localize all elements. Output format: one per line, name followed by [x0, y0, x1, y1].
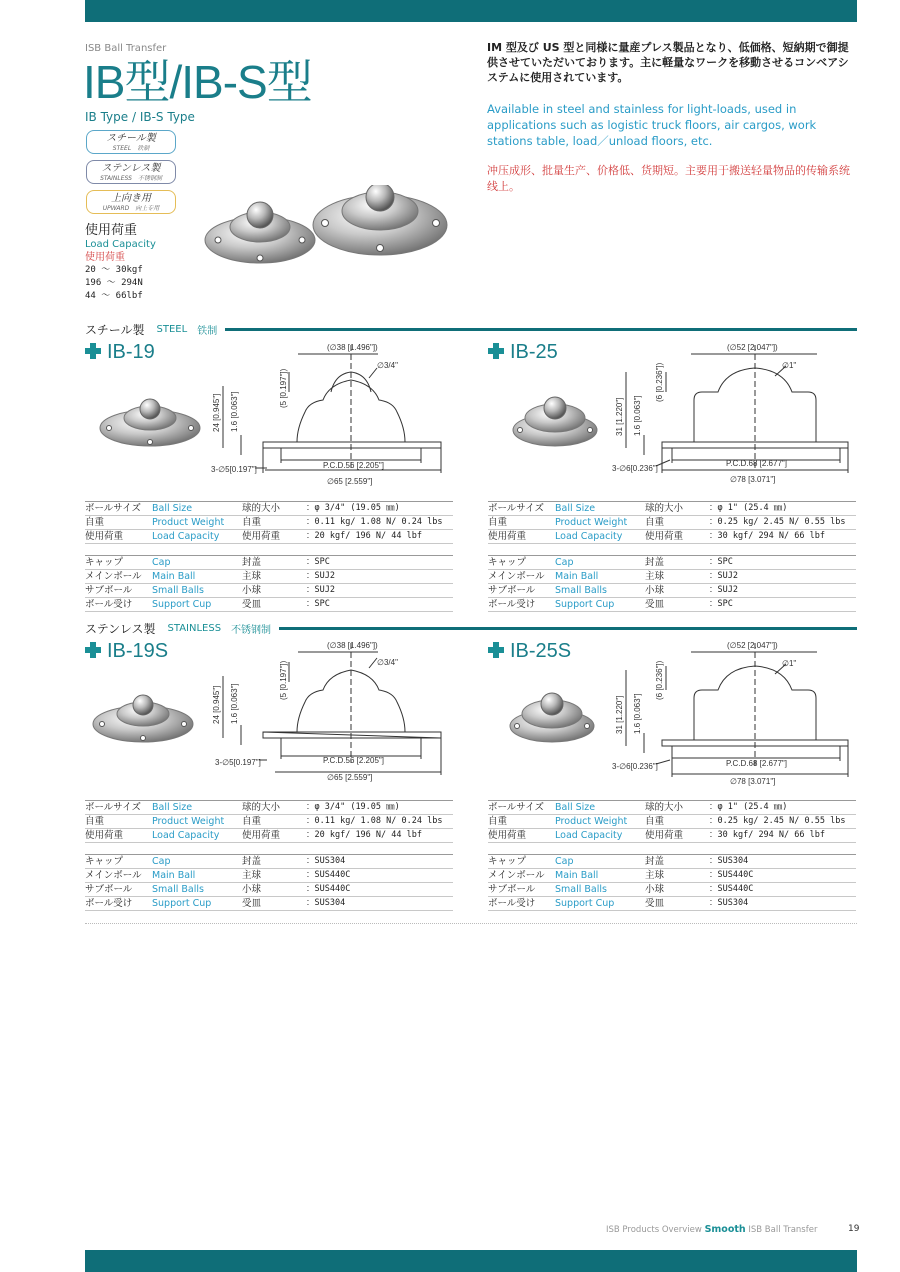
table-row: [85, 530, 453, 544]
row-label-cn: 小球: [242, 883, 306, 897]
row-label-cn: 小球: [645, 883, 709, 897]
dim-outer-diameter: ∅65 [2.559"]: [327, 477, 373, 486]
dim-pcd: P.C.D.68 [2.677"]: [726, 759, 787, 768]
dim-total-height: 31 [1.220"]: [615, 695, 624, 734]
row-label-jp: メインボール: [85, 570, 152, 584]
row-label-cn: 主球: [645, 869, 709, 883]
plus-icon: [85, 642, 101, 658]
table-row: [488, 516, 856, 530]
dim-hole: 3-∅5[0.197"]: [211, 465, 257, 474]
row-label-cn: 球的大小: [242, 502, 306, 516]
row-label-cn: 球的大小: [645, 502, 709, 516]
row-label-cn: 受皿: [645, 897, 709, 911]
dim-flange-thickness: 1.6 [0.063"]: [633, 693, 642, 734]
dim-ball-diameter: ∅1": [782, 361, 797, 370]
page-subtitle: IB Type / IB-S Type: [85, 110, 195, 124]
dim-outer-diameter: ∅78 [3.071"]: [730, 475, 776, 484]
row-label-jp: 自重: [488, 516, 555, 530]
dim-ball-diameter: ∅3/4": [377, 658, 398, 667]
upward-badge-jp: 上向き用: [111, 193, 151, 204]
row-value: ：SUS304: [709, 855, 856, 869]
dim-outer-diameter: ∅78 [3.071"]: [730, 777, 776, 786]
row-value: ：SUS440C: [306, 869, 453, 883]
spec-table-ib25s: [488, 800, 856, 843]
table-row: [85, 897, 453, 911]
dim-pcd: P.C.D.56 [2.205"]: [323, 461, 384, 470]
dim-cap-height: (5 [0.197"]): [279, 368, 288, 408]
table-row: [488, 570, 856, 584]
dim-top-diameter: (∅52 [2.047"]): [727, 343, 778, 352]
row-label-en: Product Weight: [555, 815, 645, 829]
model-name: IB-19S: [107, 640, 169, 662]
dim-flange-thickness: 1.6 [0.063"]: [230, 683, 239, 724]
row-value: ：φ 3/4" (19.05 ㎜): [306, 502, 453, 516]
row-label-cn: 封盖: [242, 556, 306, 570]
row-label-jp: ボールサイズ: [85, 801, 152, 815]
row-value: ：SUS440C: [306, 883, 453, 897]
table-row: [85, 502, 453, 516]
footer-smooth: Smooth: [704, 1224, 746, 1235]
stainless-section-header: [85, 621, 857, 635]
table-row: [85, 869, 453, 883]
row-value: ：SPC: [306, 598, 453, 612]
row-label-cn: 封盖: [645, 855, 709, 869]
table-row: [488, 815, 856, 829]
row-label-cn: 主球: [242, 869, 306, 883]
load-value-lbf: 44 ～ 66lbf: [85, 291, 143, 301]
stainless-badge: [86, 160, 176, 184]
dim-pcd: P.C.D.68 [2.677"]: [726, 459, 787, 468]
section-divider: [85, 923, 857, 924]
model-name: IB-25: [510, 341, 558, 363]
table-row: [85, 598, 453, 612]
row-label-cn: 受皿: [645, 598, 709, 612]
row-label-en: Ball Size: [152, 502, 242, 516]
drawing-ib19: [205, 340, 450, 490]
row-label-jp: メインボール: [85, 869, 152, 883]
table-row: [85, 584, 453, 598]
table-row: [85, 815, 453, 829]
row-value: ：φ 1" (25.4 ㎜): [709, 801, 856, 815]
row-label-cn: 主球: [242, 570, 306, 584]
upward-badge-en: UPWARD 向上专用: [102, 205, 160, 212]
dim-total-height: 24 [0.945"]: [212, 393, 221, 432]
table-row: [488, 869, 856, 883]
table-row: [488, 502, 856, 516]
row-label-en: Main Ball: [555, 570, 645, 584]
table-row: [488, 598, 856, 612]
plus-icon: [488, 642, 504, 658]
row-value: ：SPC: [306, 556, 453, 570]
product-photo-ib19s: [88, 686, 198, 746]
row-label-cn: 自重: [242, 516, 306, 530]
model-title-ib19s: [85, 640, 168, 663]
row-label-jp: ボール受け: [488, 598, 555, 612]
row-label-cn: 使用荷重: [645, 530, 709, 544]
row-value: ：30 kgf/ 294 N/ 66 lbf: [709, 829, 856, 843]
model-title-ib25s: [488, 640, 571, 663]
load-title-cn: 使用荷重: [85, 252, 125, 263]
table-row: [85, 829, 453, 843]
dim-total-height: 31 [1.220"]: [615, 397, 624, 436]
row-label-en: Cap: [555, 556, 645, 570]
row-value: ：20 kgf/ 196 N/ 44 lbf: [306, 530, 453, 544]
row-label-en: Load Capacity: [152, 530, 242, 544]
dim-cap-height: (6 [0.236"]): [655, 660, 664, 700]
drawing-ib25: [610, 340, 858, 490]
row-label-cn: 受皿: [242, 598, 306, 612]
steel-badge: [86, 130, 176, 154]
row-value: ：SPC: [709, 556, 856, 570]
row-label-en: Product Weight: [152, 516, 242, 530]
row-label-en: Support Cup: [555, 897, 645, 911]
row-value: ：SUJ2: [306, 584, 453, 598]
brand-label: ISB Ball Transfer: [85, 43, 167, 54]
material-table-ib19s: [85, 854, 453, 911]
row-label-cn: 自重: [645, 815, 709, 829]
row-label-jp: ボール受け: [488, 897, 555, 911]
row-label-en: Load Capacity: [152, 829, 242, 843]
dim-ball-diameter: ∅3/4": [377, 361, 398, 370]
dim-total-height: 24 [0.945"]: [212, 685, 221, 724]
section-rule: [279, 627, 857, 630]
model-title-ib25: [488, 341, 558, 364]
row-label-jp: キャップ: [488, 556, 555, 570]
model-title-ib19: [85, 341, 155, 364]
table-row: [488, 530, 856, 544]
dim-cap-height: (5 [0.197"]): [279, 660, 288, 700]
material-table-ib19: [85, 555, 453, 612]
row-value: ：SUJ2: [306, 570, 453, 584]
drawing-ib19s: [205, 638, 450, 788]
footer-left: ISB Products Overview: [606, 1225, 702, 1235]
table-row: [85, 516, 453, 530]
row-label-en: Ball Size: [555, 801, 645, 815]
plus-icon: [85, 343, 101, 359]
table-row: [488, 829, 856, 843]
steel-section-en: STEEL: [156, 323, 188, 335]
row-value: ：SUS440C: [709, 883, 856, 897]
row-label-cn: 封盖: [242, 855, 306, 869]
row-label-jp: 自重: [488, 815, 555, 829]
row-label-en: Ball Size: [152, 801, 242, 815]
row-label-en: Small Balls: [152, 883, 242, 897]
spec-table-ib19: [85, 501, 453, 544]
table-row: [85, 556, 453, 570]
row-label-cn: 主球: [645, 570, 709, 584]
row-value: ：SUJ2: [709, 570, 856, 584]
section-rule: [225, 328, 857, 331]
hero-product-photo: [200, 185, 450, 270]
material-table-ib25: [488, 555, 856, 612]
dim-hole: 3-∅5[0.197"]: [215, 758, 261, 767]
row-label-jp: 使用荷重: [488, 829, 555, 843]
stainless-section-jp: ステンレス製: [85, 621, 156, 636]
load-capacity-summary: [85, 222, 156, 303]
row-value: ：SUS440C: [709, 869, 856, 883]
plus-icon: [488, 343, 504, 359]
table-row: [488, 855, 856, 869]
stainless-badge-en: STAINLESS 不锈钢制: [100, 175, 162, 182]
row-label-jp: キャップ: [488, 855, 555, 869]
dim-flange-thickness: 1.6 [0.063"]: [633, 395, 642, 436]
row-label-jp: 自重: [85, 516, 152, 530]
dim-hole: 3-∅6[0.236"]: [612, 464, 658, 473]
row-value: ：0.11 kg/ 1.08 N/ 0.24 lbs: [306, 516, 453, 530]
load-title-jp: 使用荷重: [85, 223, 138, 238]
row-label-jp: サブボール: [85, 883, 152, 897]
row-label-jp: ボール受け: [85, 897, 152, 911]
row-value: ：30 kgf/ 294 N/ 66 lbf: [709, 530, 856, 544]
row-label-en: Support Cup: [152, 598, 242, 612]
row-label-jp: サブボール: [85, 584, 152, 598]
row-label-jp: キャップ: [85, 855, 152, 869]
row-label-cn: 受皿: [242, 897, 306, 911]
dim-flange-thickness: 1.6 [0.063"]: [230, 391, 239, 432]
row-label-cn: 自重: [242, 815, 306, 829]
row-value: ：φ 1" (25.4 ㎜): [709, 502, 856, 516]
row-value: ：0.25 kg/ 2.45 N/ 0.55 lbs: [709, 516, 856, 530]
drawing-ib25s: [610, 638, 858, 788]
row-label-en: Ball Size: [555, 502, 645, 516]
stainless-section-en: STAINLESS: [167, 622, 222, 634]
row-label-cn: 球的大小: [242, 801, 306, 815]
stainless-section-cn: 不锈钢制: [231, 624, 272, 636]
row-label-jp: メインボール: [488, 570, 555, 584]
model-name: IB-25S: [510, 640, 572, 662]
row-label-en: Small Balls: [555, 883, 645, 897]
row-label-en: Main Ball: [555, 869, 645, 883]
intro-en: Available in steel and stainless for light-loads, used in applications such as logistic truck floors, air cargos, work stations table, load／unload floors, etc.: [487, 102, 817, 148]
row-label-en: Small Balls: [555, 584, 645, 598]
row-label-jp: ボールサイズ: [488, 801, 555, 815]
dim-cap-height: (6 [0.236"]): [655, 362, 664, 402]
top-color-bar: [85, 0, 857, 22]
table-row: [85, 855, 453, 869]
table-row: [488, 897, 856, 911]
row-label-cn: 小球: [645, 584, 709, 598]
row-label-cn: 使用荷重: [242, 829, 306, 843]
row-label-jp: ボールサイズ: [488, 502, 555, 516]
row-label-cn: 封盖: [645, 556, 709, 570]
load-title-en: Load Capacity: [85, 239, 156, 250]
row-value: ：φ 3/4" (19.05 ㎜): [306, 801, 453, 815]
table-row: [488, 883, 856, 897]
table-row: [85, 570, 453, 584]
row-value: ：0.25 kg/ 2.45 N/ 0.55 lbs: [709, 815, 856, 829]
load-value-kgf: 20 ～ 30kgf: [85, 265, 143, 275]
row-label-en: Product Weight: [555, 516, 645, 530]
row-value: ：SUS304: [306, 855, 453, 869]
row-label-en: Main Ball: [152, 570, 242, 584]
dim-pcd: P.C.D.56 [2.205"]: [323, 756, 384, 765]
dim-top-diameter: (∅38 [1.496"]): [327, 343, 378, 352]
row-label-en: Product Weight: [152, 815, 242, 829]
row-value: ：SUS304: [306, 897, 453, 911]
row-label-en: Support Cup: [555, 598, 645, 612]
row-label-jp: サブボール: [488, 883, 555, 897]
dim-outer-diameter: ∅65 [2.559"]: [327, 773, 373, 782]
table-row: [488, 801, 856, 815]
steel-section-cn: 铁制: [197, 325, 218, 337]
row-label-cn: 使用荷重: [242, 530, 306, 544]
row-label-jp: ボールサイズ: [85, 502, 152, 516]
model-name: IB-19: [107, 341, 155, 363]
row-label-jp: 使用荷重: [85, 530, 152, 544]
row-label-en: Support Cup: [152, 897, 242, 911]
material-table-ib25s: [488, 854, 856, 911]
row-value: ：20 kgf/ 196 N/ 44 lbf: [306, 829, 453, 843]
footer-breadcrumb: [606, 1224, 817, 1235]
row-label-jp: 使用荷重: [488, 530, 555, 544]
product-photo-ib19: [95, 390, 205, 450]
row-label-jp: ボール受け: [85, 598, 152, 612]
steel-section-header: [85, 322, 857, 336]
table-row: [85, 801, 453, 815]
page-number: 19: [848, 1224, 860, 1234]
row-label-en: Main Ball: [152, 869, 242, 883]
product-photo-ib25: [500, 390, 610, 450]
row-label-en: Load Capacity: [555, 829, 645, 843]
steel-section-jp: スチール製: [85, 322, 145, 337]
row-value: ：0.11 kg/ 1.08 N/ 0.24 lbs: [306, 815, 453, 829]
row-label-jp: メインボール: [488, 869, 555, 883]
stainless-badge-jp: ステンレス製: [101, 163, 161, 174]
dim-top-diameter: (∅52 [2.047"]): [727, 641, 778, 650]
row-label-en: Cap: [152, 556, 242, 570]
product-photo-ib25s: [497, 686, 607, 746]
steel-badge-jp: スチール製: [106, 133, 156, 144]
row-label-en: Cap: [555, 855, 645, 869]
footer-right: ISB Ball Transfer: [748, 1225, 818, 1235]
spec-table-ib25: [488, 501, 856, 544]
row-label-cn: 小球: [242, 584, 306, 598]
intro-jp: IM 型及び US 型と同様に量産プレス製品となり、低価格、短納期で御提供させていただいております。主に軽量なワークを移動させるコンベアシステムに使用されています。: [487, 41, 849, 84]
row-label-cn: 使用荷重: [645, 829, 709, 843]
page-title: IB型/IB-S型: [83, 56, 312, 108]
upward-badge: [86, 190, 176, 214]
dim-ball-diameter: ∅1": [782, 659, 797, 668]
dim-top-diameter: (∅38 [1.496"]): [327, 641, 378, 650]
table-row: [85, 883, 453, 897]
row-label-en: Small Balls: [152, 584, 242, 598]
row-label-en: Load Capacity: [555, 530, 645, 544]
load-value-n: 196 ～ 294N: [85, 278, 143, 288]
table-row: [488, 556, 856, 570]
row-label-jp: サブボール: [488, 584, 555, 598]
row-label-cn: 自重: [645, 516, 709, 530]
steel-badge-en: STEEL 铁制: [112, 145, 150, 152]
row-label-jp: 使用荷重: [85, 829, 152, 843]
row-label-en: Cap: [152, 855, 242, 869]
intro-text: [487, 40, 859, 195]
row-label-cn: 球的大小: [645, 801, 709, 815]
row-value: ：SPC: [709, 598, 856, 612]
intro-cn: 冲压成形、批量生产、价格低、货期短。主要用于搬送轻量物品的传输系统线上。: [487, 164, 850, 193]
table-row: [488, 584, 856, 598]
row-value: ：SUJ2: [709, 584, 856, 598]
dim-hole: 3-∅6[0.236"]: [612, 762, 658, 771]
spec-table-ib19s: [85, 800, 453, 843]
row-label-jp: 自重: [85, 815, 152, 829]
bottom-color-bar: [85, 1250, 857, 1272]
row-label-jp: キャップ: [85, 556, 152, 570]
row-value: ：SUS304: [709, 897, 856, 911]
